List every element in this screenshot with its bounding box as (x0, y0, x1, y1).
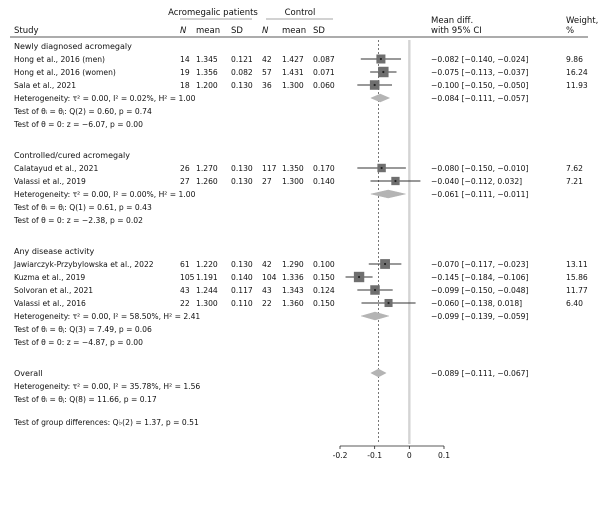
study-n-ctrl: 42 (262, 55, 272, 64)
study-mean-acro: 1.200 (196, 81, 218, 90)
study-effect-point (381, 167, 383, 169)
header-study: Study (14, 26, 39, 36)
study-label: Jawiarczyk-Przybylowska et al., 2022 (14, 260, 154, 269)
study-n-acro: 27 (180, 177, 190, 186)
study-n-ctrl: 42 (262, 260, 272, 269)
header-sd-acro: SD (231, 26, 243, 36)
study-ci-text: −0.099 [−0.150, −0.048] (431, 286, 529, 295)
overall-title: Overall (14, 369, 43, 378)
study-n-ctrl: 36 (262, 81, 272, 90)
study-sd-acro: 0.117 (231, 286, 253, 295)
study-mean-ctrl: 1.431 (282, 68, 304, 77)
pooled-diamond (371, 369, 386, 377)
study-effect-point (358, 276, 360, 278)
study-mean-acro: 1.260 (196, 177, 218, 186)
pooled-diamond (361, 312, 389, 320)
x-axis-tick-label: -0.2 (332, 451, 348, 460)
study-mean-ctrl: 1.336 (282, 273, 304, 282)
study-sd-acro: 0.130 (231, 81, 253, 90)
study-mean-ctrl: 1.300 (282, 177, 304, 186)
study-ci-text: −0.040 [−0.112, 0.032] (431, 177, 523, 186)
pooled-ci-text: −0.089 [−0.111, −0.067] (431, 369, 529, 378)
study-label: Hong et al., 2016 (women) (14, 68, 116, 77)
study-sd-ctrl: 0.060 (313, 81, 335, 90)
study-weight: 7.21 (566, 177, 583, 186)
study-ci-text: −0.082 [−0.140, −0.024] (431, 55, 529, 64)
study-ci-text: −0.145 [−0.184, −0.106] (431, 273, 529, 282)
heterogeneity-stat: Test of θ = 0: z = −4.87, p = 0.00 (14, 338, 143, 347)
heterogeneity-stat: Test of θᵢ = θⱼ: Q(2) = 0.60, p = 0.74 (14, 107, 152, 116)
study-mean-acro: 1.345 (196, 55, 218, 64)
study-label: Hong et al., 2016 (men) (14, 55, 106, 64)
study-sd-acro: 0.110 (231, 299, 253, 308)
x-axis-tick-label: -0.1 (367, 451, 383, 460)
study-sd-ctrl: 0.087 (313, 55, 335, 64)
study-weight: 6.40 (566, 299, 583, 308)
x-axis-tick-label: 0 (406, 451, 412, 460)
study-sd-ctrl: 0.170 (313, 164, 335, 173)
study-sd-ctrl: 0.150 (313, 273, 335, 282)
header-mean-ctrl: mean (282, 26, 307, 36)
study-effect-point (380, 58, 382, 60)
header-md-line1: Mean diff. (431, 16, 474, 26)
table-header (10, 8, 598, 37)
study-n-ctrl: 22 (262, 299, 272, 308)
study-n-ctrl: 104 (262, 273, 277, 282)
study-sd-acro: 0.130 (231, 164, 253, 173)
study-n-acro: 19 (180, 68, 190, 77)
study-effect-point (374, 289, 376, 291)
study-sd-ctrl: 0.124 (313, 286, 335, 295)
study-n-ctrl: 117 (262, 164, 277, 173)
study-mean-acro: 1.220 (196, 260, 218, 269)
study-sd-acro: 0.140 (231, 273, 253, 282)
pooled-ci-text: −0.061 [−0.111, −0.011] (431, 190, 529, 199)
study-n-ctrl: 57 (262, 68, 272, 77)
header-mean-acro: mean (196, 26, 221, 36)
pooled-diamond (371, 94, 390, 102)
pooled-ci-text: −0.084 [−0.111, −0.057] (431, 94, 529, 103)
heterogeneity-stat: Test of θ = 0: z = −6.07, p = 0.00 (14, 120, 143, 129)
study-weight: 13.11 (566, 260, 588, 269)
subgroup-title: Newly diagnosed acromegaly (14, 42, 132, 51)
study-weight: 16.24 (566, 68, 588, 77)
study-sd-acro: 0.130 (231, 260, 253, 269)
heterogeneity-stat: Test of θ = 0: z = −2.38, p = 0.02 (14, 216, 143, 225)
study-ci-text: −0.080 [−0.150, −0.010] (431, 164, 529, 173)
study-weight: 11.77 (566, 286, 588, 295)
study-sd-ctrl: 0.071 (313, 68, 335, 77)
study-mean-ctrl: 1.360 (282, 299, 304, 308)
study-mean-acro: 1.300 (196, 299, 218, 308)
study-n-ctrl: 27 (262, 177, 272, 186)
study-mean-ctrl: 1.350 (282, 164, 304, 173)
study-n-acro: 61 (180, 260, 190, 269)
header-weight-line2: % (566, 26, 575, 36)
pooled-ci-text: −0.099 [−0.139, −0.059] (431, 312, 529, 321)
study-label: Valassi et al., 2016 (14, 299, 86, 308)
study-effect-point (387, 302, 389, 304)
study-mean-ctrl: 1.343 (282, 286, 304, 295)
study-ci-text: −0.075 [−0.113, −0.037] (431, 68, 529, 77)
study-mean-acro: 1.270 (196, 164, 218, 173)
group-differences-test: Test of group differences: Q♭(2) = 1.37, p = 0.51 (14, 418, 199, 427)
header-md-line2: with 95% CI (431, 26, 482, 36)
header-sd-ctrl: SD (313, 26, 325, 36)
study-n-acro: 14 (180, 55, 190, 64)
heterogeneity-stat: Test of θᵢ = θⱼ: Q(3) = 7.49, p = 0.06 (14, 325, 152, 334)
study-weight: 15.86 (566, 273, 588, 282)
study-sd-ctrl: 0.150 (313, 299, 335, 308)
study-n-acro: 26 (180, 164, 190, 173)
study-weight: 11.93 (566, 81, 588, 90)
study-sd-ctrl: 0.100 (313, 260, 335, 269)
heterogeneity-stat: Test of θᵢ = θⱼ: Q(8) = 11.66, p = 0.17 (14, 395, 157, 404)
heterogeneity-stat: Heterogeneity: τ² = 0.00, I² = 35.78%, H² = 1.56 (14, 382, 201, 391)
study-ci-text: −0.100 [−0.150, −0.050] (431, 81, 529, 90)
study-effect-point (374, 84, 376, 86)
study-sd-acro: 0.130 (231, 177, 253, 186)
study-label: Kuzma et al., 2019 (14, 273, 86, 282)
study-mean-acro: 1.356 (196, 68, 218, 77)
header-group-acro: Acromegalic patients (168, 8, 258, 18)
study-effect-point (384, 263, 386, 265)
study-n-acro: 43 (180, 286, 190, 295)
study-sd-ctrl: 0.140 (313, 177, 335, 186)
study-ci-text: −0.070 [−0.117, −0.023] (431, 260, 529, 269)
study-label: Sala et al., 2021 (14, 81, 77, 90)
study-sd-acro: 0.082 (231, 68, 253, 77)
study-n-ctrl: 43 (262, 286, 272, 295)
study-weight: 9.86 (566, 55, 583, 64)
header-group-ctrl: Control (284, 8, 316, 18)
study-effect-point (394, 180, 396, 182)
x-axis-tick-label: 0.1 (437, 451, 451, 460)
study-n-acro: 18 (180, 81, 190, 90)
study-label: Solvoran et al., 2021 (14, 286, 94, 295)
heterogeneity-stat: Heterogeneity: τ² = 0.00, I² = 0.00%, H² = 1.00 (14, 190, 196, 199)
study-n-acro: 105 (180, 273, 195, 282)
pooled-diamond (371, 190, 406, 198)
study-mean-ctrl: 1.290 (282, 260, 304, 269)
heterogeneity-stat: Heterogeneity: τ² = 0.00, I² = 0.02%, H² = 1.00 (14, 94, 196, 103)
heterogeneity-stat: Heterogeneity: τ² = 0.00, I² = 58.50%, H² = 2.41 (14, 312, 201, 321)
header-weight-line1: Weight, (566, 16, 599, 26)
study-mean-acro: 1.244 (196, 286, 218, 295)
study-effect-point (382, 71, 384, 73)
subgroup-title: Any disease activity (14, 247, 95, 256)
study-mean-acro: 1.191 (196, 273, 218, 282)
header-n-ctrl: N (262, 26, 269, 36)
study-weight: 7.62 (566, 164, 583, 173)
study-label: Calatayud et al., 2021 (14, 164, 99, 173)
study-mean-ctrl: 1.427 (282, 55, 304, 64)
study-label: Valassi et al., 2019 (14, 177, 86, 186)
study-n-acro: 22 (180, 299, 190, 308)
subgroup-title: Controlled/cured acromegaly (14, 151, 130, 160)
study-mean-ctrl: 1.300 (282, 81, 304, 90)
heterogeneity-stat: Test of θᵢ = θⱼ: Q(1) = 0.61, p = 0.43 (14, 203, 152, 212)
forest-body (13, 40, 588, 460)
study-ci-text: −0.060 [−0.138, 0.018] (431, 299, 523, 308)
study-sd-acro: 0.121 (231, 55, 253, 64)
header-n-acro: N (180, 26, 187, 36)
